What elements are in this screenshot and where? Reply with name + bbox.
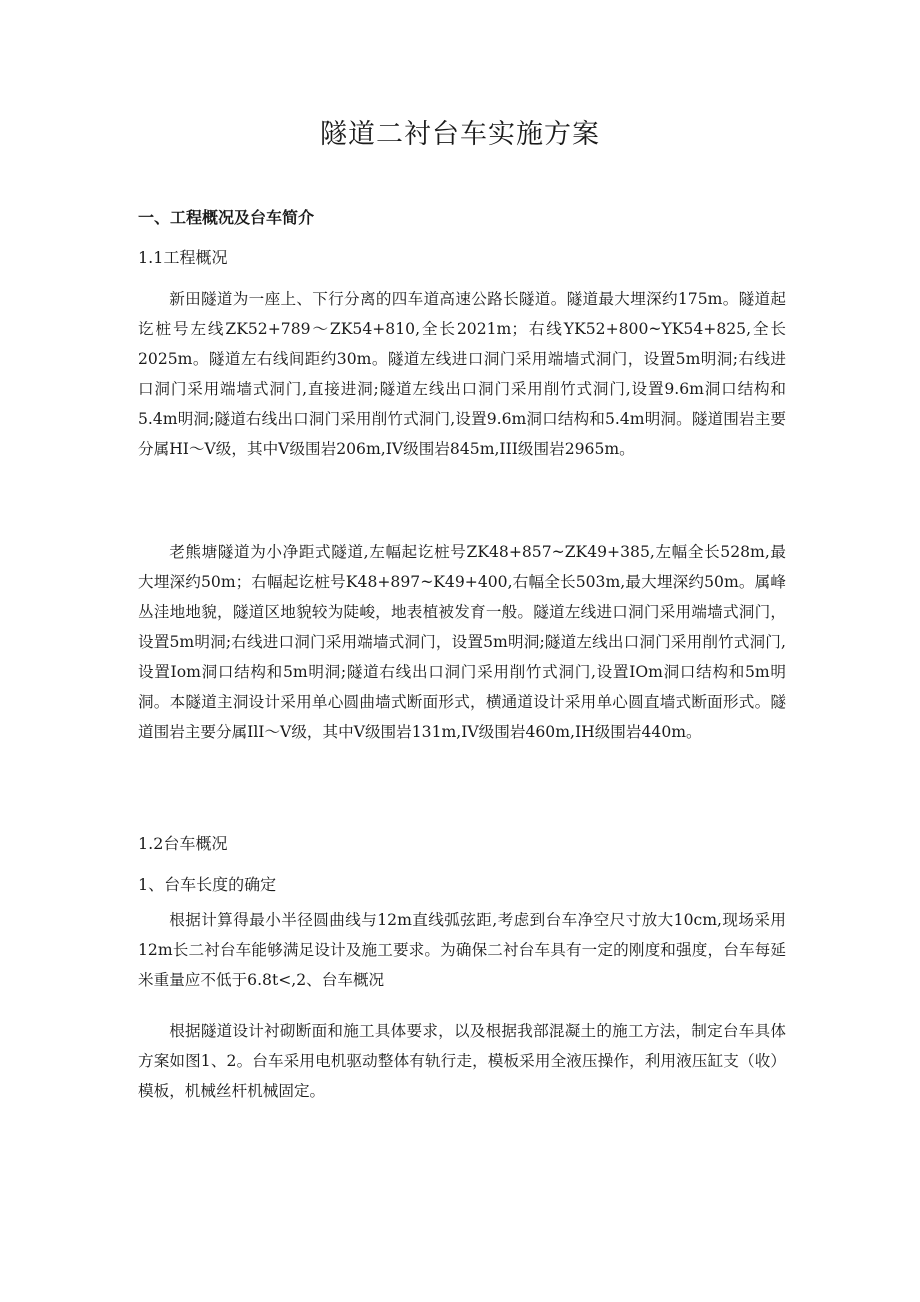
list-item-trolley-length: 1、台车长度的确定 — [138, 875, 277, 894]
subsection-heading-trolley-overview: 1.2台车概况 — [138, 834, 228, 853]
paragraph-trolley-length: 根据计算得最小半径圆曲线与12m直线弧弦距,考虑到台车净空尺寸放大10cm,现场采用12m长二衬台车能够满足设计及施工要求。为确保二衬台车具有一定的刚度和强度，台车每延米重量应不低于6.8t<,2、台车概况 — [138, 911, 786, 989]
subsection-heading-project-overview: 1.1工程概况 — [138, 248, 228, 267]
section-heading-overview: 一、工程概况及台车简介 — [138, 208, 315, 227]
document-title: 隧道二衬台车实施方案 — [320, 119, 600, 150]
paragraph-laoxiongtang-tunnel: 老熊塘隧道为小净距式隧道,左幅起讫桩号ZK48+857~ZK49+385,左幅全长528m,最大埋深约50m；右幅起讫桩号K48+897~K49+400,右幅全长503m,最大埋深约50m。属峰丛洼地地貌，隧道区地貌较为陡峻，地表植被发育一般。隧道左线进口洞门采用端墙式洞门，设置5m明洞;右线进口洞门采用端墙式洞门，设置5m明洞;隧道左线出口洞门采用削竹式洞门,设置Iom洞口结构和5m明洞;隧道右线出口洞门采用削竹式洞门,设置IOm洞口结构和5m明洞。本隧道主洞设计采用单心圆曲墙式断面形式，横通道设计采用单心圆直墙式断面形式。隧道围岩主要分属IlI～V级，其中V级围岩131m,IV级围岩460m,IH级围岩440m。 — [138, 543, 786, 741]
paragraph-trolley-scheme: 根据隧道设计衬砌断面和施工具体要求，以及根据我部混凝土的施工方法，制定台车具体方案如图1、2。台车采用电机驱动整体有轨行走，模板采用全液压操作，利用液压缸支（收）模板，机械丝杆机械固定。 — [138, 1022, 786, 1100]
paragraph-xintian-tunnel: 新田隧道为一座上、下行分离的四车道高速公路长隧道。隧道最大埋深约175m。隧道起讫桩号左线ZK52+789～ZK54+810,全长2021m；右线YK52+800~YK54+825,全长2025m。隧道左右线间距约30m。隧道左线进口洞门采用端墙式洞门，设置5m明洞;右线进口洞门采用端墙式洞门,直接进洞;隧道左线出口洞门采用削竹式洞门,设置9.6m洞口结构和5.4m明洞;隧道右线出口洞门采用削竹式洞门,设置9.6m洞口结构和5.4m明洞。隧道围岩主要分属HI～V级，其中V级围岩206m,IV级围岩845m,III级围岩2965m。 — [138, 290, 786, 458]
